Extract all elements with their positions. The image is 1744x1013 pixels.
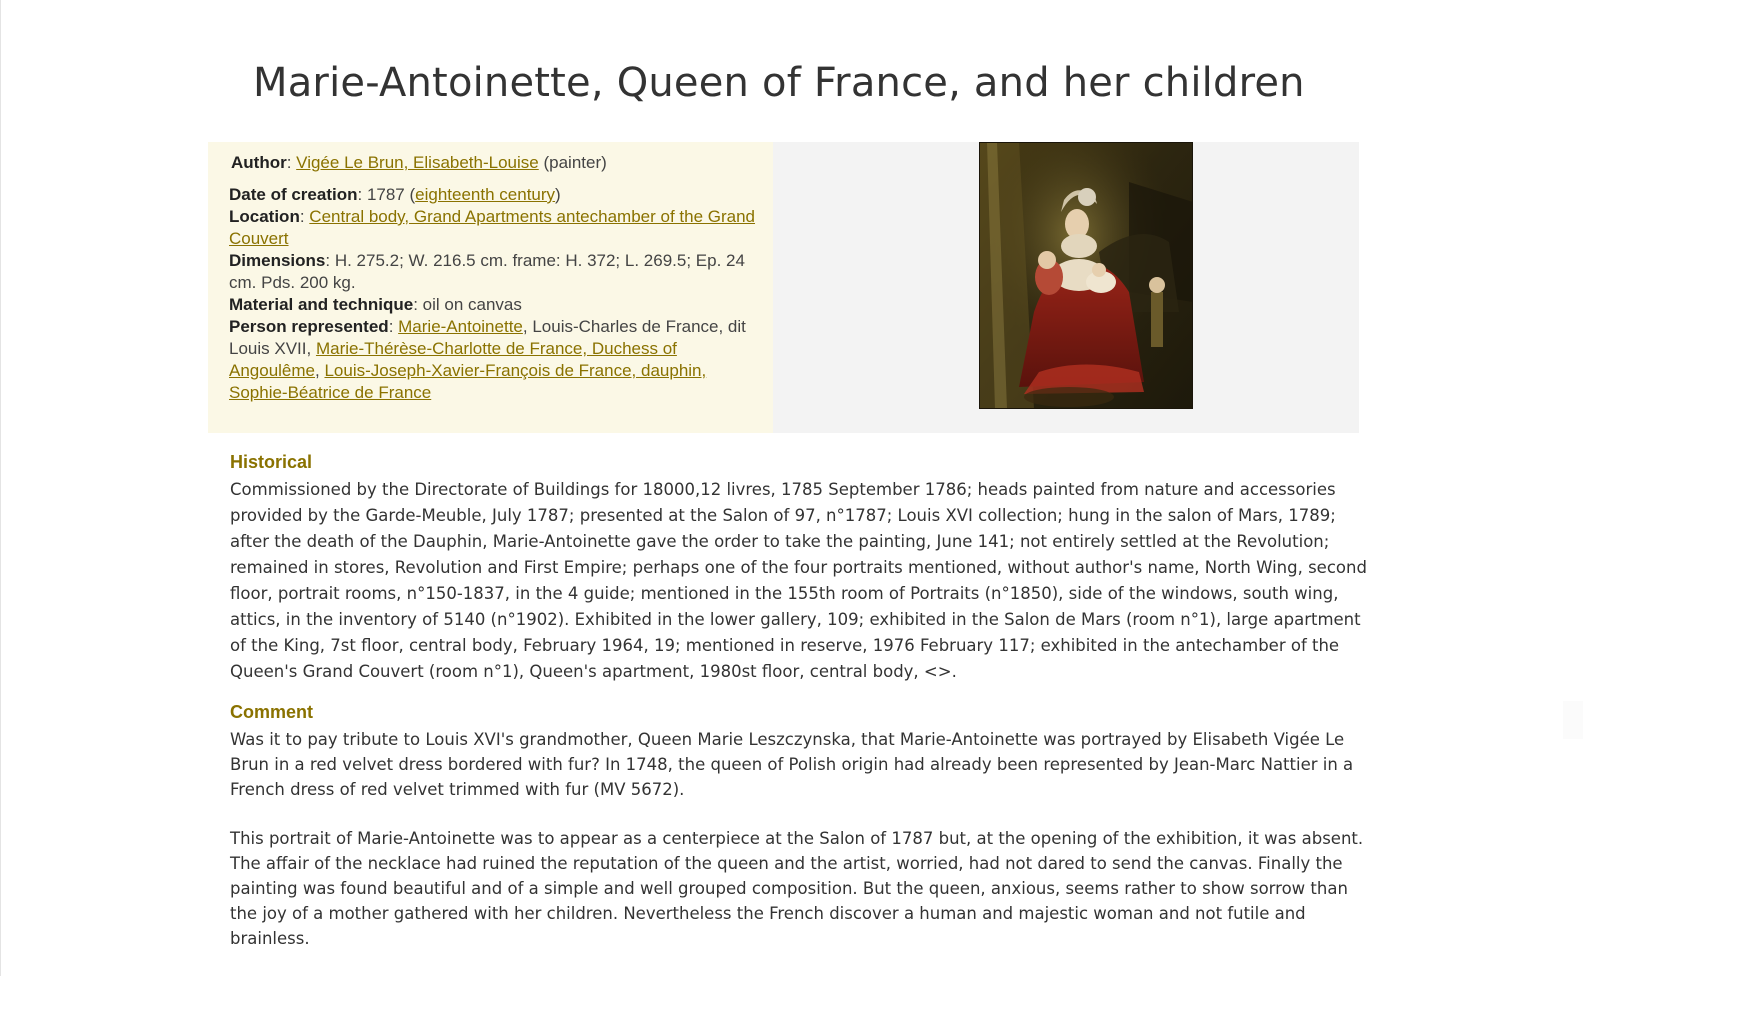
author-role: (painter) — [543, 153, 607, 172]
dimensions-label: Dimensions — [229, 251, 326, 270]
page-title: Marie-Antoinette, Queen of France, and her children — [253, 60, 1305, 106]
comment-body — [230, 727, 1380, 951]
date-row: Date of creation: 1787 (eighteenth century) — [229, 185, 561, 204]
comment-heading: Comment — [230, 702, 314, 722]
dimensions-value: H. 275.2; W. 216.5 cm. frame: H. 372; L. 269.5; Ep. 24 cm. Pds. 200 kg. — [229, 251, 745, 292]
date-value: 1787 — [366, 185, 405, 204]
scroll-to-top-placeholder — [1563, 701, 1583, 739]
comment-paragraph: This portrait of Marie-Antoinette was to appear as a centerpiece at the Salon of 1787 but, at the opening of the exhibition, it was absent. The affair of the necklace had ruined the reputation of the queen and the artist, worried, had not dared to send the canvas. Finally the painting was found beautiful and of a simple and well grouped composition. But the queen, anxious, seems rather to show sorrow than the joy of a mother gathered with her children. Nevertheless the French discover a human and majestic woman and not futile and brainless. — [230, 829, 1364, 948]
location-label: Location — [229, 207, 300, 226]
page-left-border — [0, 0, 1, 976]
persons-label: Person represented — [229, 317, 389, 336]
location-link[interactable]: Central body, Grand Apartments antechamber of the Grand Couvert — [229, 207, 756, 248]
location-row: Location: Central body, Grand Apartments antechamber of the Grand Couvert — [229, 207, 756, 248]
person-link-louis-joseph[interactable]: Louis-Joseph-Xavier-François de France, dauphin, Sophie-Béatrice de France — [229, 361, 707, 402]
metadata-panel — [208, 142, 773, 433]
author-label: Author — [231, 153, 287, 172]
comment-paragraph: Was it to pay tribute to Louis XVI's grandmother, Queen Marie Leszczynska, that Marie-Antoinette was portrayed by Elisabeth Vigée Le Brun in a red velvet dress bordered with fur? In 1748, the queen of Polish origin had already been represented by Jean-Marc Nattier in a French dress of red velvet trimmed with fur (MV 5672). — [230, 730, 1354, 799]
dimensions-row: Dimensions: H. 275.2; W. 216.5 cm. frame: H. 372; L. 269.5; Ep. 24 cm. Pds. 200 kg. — [229, 251, 745, 292]
material-value: oil on canvas — [422, 295, 522, 314]
material-label: Material and technique — [229, 295, 414, 314]
painting-thumbnail[interactable] — [979, 142, 1193, 409]
persons-row: Person represented: Marie-Antoinette, Louis-Charles de France, dit Louis XVII, Marie-Thérèse-Charlotte de France, Duchess of Angoulême, Louis-Joseph-Xavier-François de France, dauphin, Sophie-Béatrice de France — [229, 317, 746, 402]
historical-text: Commissioned by the Directorate of Buildings for 18000,12 livres, 1785 September 1786; heads painted from nature and accessories provided by the Garde-Meuble, July 1787; presented at the Salon of 97, n°1787; Louis XVI collection; hung in the salon of Mars, 1789; after the death of the Dauphin, Marie-Antoinette gave the order to take the painting, June 141; not entirely settled at the Revolution; remained in stores, Revolution and First Empire; perhaps one of the four portraits mentioned, without author's name, North Wing, second floor, portrait rooms, n°150-1837, in the 4 guide; mentioned in the 155th room of Portraits (n°1850), side of the windows, south wing, attics, in the inventory of 5140 (n°1902). Exhibited in the lower gallery, 109; exhibited in the Salon de Mars (room n°1), large apartment of the King, 7st floor, central body, February 1964, 19; mentioned in reserve, 1976 February 117; exhibited in the antechamber of the Queen's Grand Couvert (room n°1), Queen's apartment, 1980st floor, central body, <>. — [230, 480, 1367, 681]
material-row: Material and technique: oil on canvas — [229, 295, 522, 314]
date-label: Date of creation — [229, 185, 358, 204]
century-link[interactable]: eighteenth century — [415, 185, 556, 204]
author-link[interactable]: Vigée Le Brun, Elisabeth-Louise — [296, 153, 539, 172]
person-louis-charles: Louis-Charles de France, dit Louis XVII — [229, 317, 746, 358]
comment-section — [230, 701, 1380, 975]
artwork-record — [208, 142, 1359, 433]
author-row: Author: Vigée Le Brun, Elisabeth-Louise (painter) — [231, 153, 607, 172]
historical-section — [230, 451, 1380, 685]
historical-heading: Historical — [230, 452, 313, 472]
person-link-marie-therese[interactable]: Marie-Thérèse-Charlotte de France, Duchess of Angoulême — [229, 339, 677, 380]
person-link-marie-antoinette[interactable]: Marie-Antoinette — [398, 317, 523, 336]
